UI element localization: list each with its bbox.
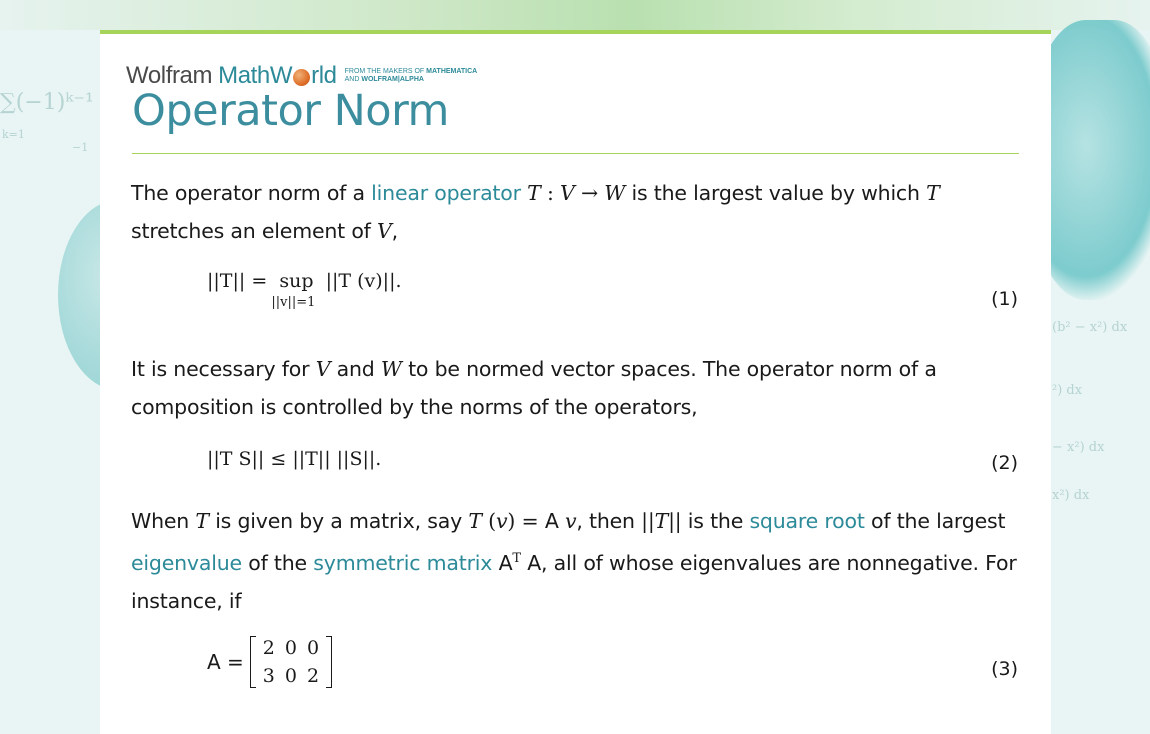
background-sum-subscript: k=1 −1 [2,128,89,154]
matrix-cell: 3 [262,665,275,687]
matrix-cell: 2 [306,665,320,687]
background-formula: ²) dx [1052,383,1083,398]
matrix-cell: 0 [306,637,320,659]
matrix-row [258,634,324,662]
equation-1-number: (1) [991,288,1018,310]
globe-icon [293,69,310,86]
background-sum-formula: ∑(−1)ᵏ⁻¹ [0,90,94,115]
link-symmetric-matrix[interactable]: symmetric matrix [313,550,493,575]
paragraph-definition: The operator norm of a linear operator T : V → W is the largest value by which T stretches an element of V, [131,181,940,243]
link-square-root[interactable]: square root [749,509,865,533]
background-top-band [0,0,1150,30]
title-divider [132,153,1019,154]
matrix-cell: 2 [262,637,275,659]
background-formula: − x²) dx [1052,440,1105,455]
matrix-cell: 0 [284,665,297,687]
logo-mathworld-text: MathW rld [218,62,337,89]
background-formula: (b² − x²) dx [1052,320,1128,335]
equation-2: ||T S|| ≤ ||T|| ||S||. [207,448,382,470]
page-title: Operator Norm [132,86,449,136]
background-formula: x²) dx [1052,488,1090,503]
sup-operator: sup ||v||=1 [271,270,316,310]
link-linear-operator[interactable]: linear operator [371,181,521,205]
equation-3-number: (3) [991,658,1018,680]
logo-tagline: FROM THE MAKERS OF MATHEMATICA AND WOLFRAM|ALPHA [344,68,478,83]
equation-3: A = 2 0 0 3 0 2 [207,634,332,690]
matrix-cell: 0 [284,637,297,659]
matrix-row [258,662,324,690]
logo-wolfram-text: Wolfram [126,62,213,89]
matrix-a [250,634,332,690]
content-card [100,30,1051,734]
equation-1: ||T|| = sup ||v||=1 ||T (v)||. [207,270,402,310]
paragraph-normed-spaces: It is necessary for V and W to be normed vector spaces. The operator norm of a composition is controlled by the norms of the operators, [131,357,937,419]
paragraph-matrix: When T is given by a matrix, say T (v) = A v, then ||T|| is the square root of the largest eigenvalue of the symmetric matrix $A^T$ A, all of whose eigenvalues are nonnegative. For instance, if [131,509,1017,613]
equation-2-number: (2) [991,452,1018,474]
link-eigenvalue[interactable]: eigenvalue [131,550,242,575]
